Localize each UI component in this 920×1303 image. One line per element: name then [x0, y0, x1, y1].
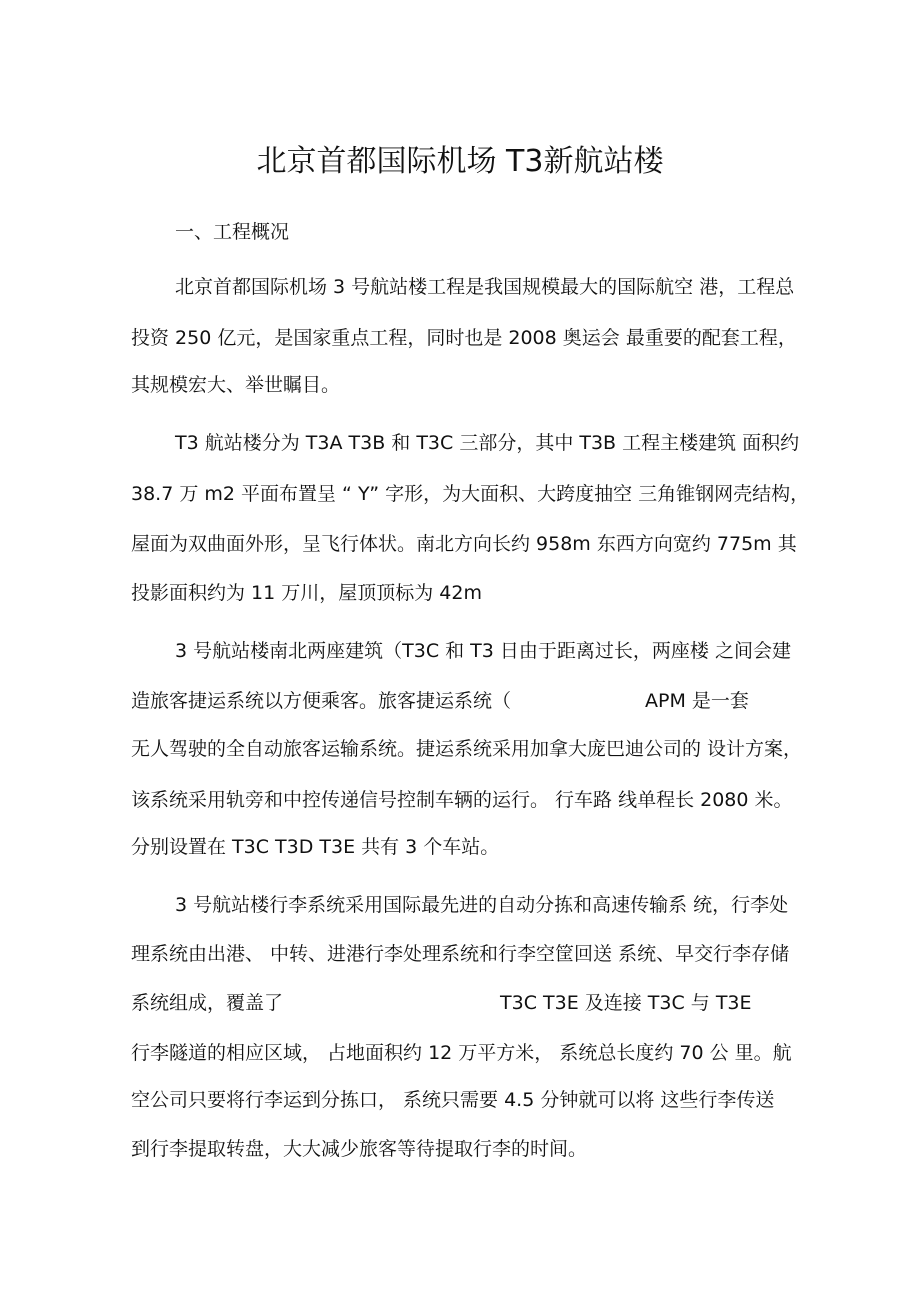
paragraph-line: 造旅客捷运系统以方便乘客。旅客捷运系统（ — [131, 690, 512, 712]
paragraph-line: 3 号航站楼行李系统采用国际最先进的自动分拣和高速传输系 统，行李处 — [175, 894, 789, 916]
page-title: 北京首都国际机场 T3新航站楼 — [256, 144, 664, 179]
paragraph-line: 北京首都国际机场 3 号航站楼工程是我国规模最大的国际航空 港，工程总 — [175, 276, 795, 298]
paragraph-line: 投资 250 亿元，是国家重点工程，同时也是 2008 奥运会 最重要的配套工程， — [131, 327, 797, 349]
paragraph-line: 系统组成，覆盖了 — [131, 992, 284, 1014]
paragraph-line: 分别设置在 T3C T3D T3E 共有 3 个车站。 — [131, 836, 500, 858]
paragraph-line: 到行李提取转盘，大大减少旅客等待提取行李的时间。 — [131, 1138, 588, 1160]
paragraph-line: 理系统由出港、 中转、进港行李处理系统和行李空筐回送 系统、早交行李存储 — [131, 943, 790, 965]
paragraph-line: T3 航站楼分为 T3A T3B 和 T3C 三部分，其中 T3B 工程主楼建筑 面积约 — [175, 432, 800, 454]
section-heading: 一、工程概况 — [175, 221, 290, 243]
paragraph-line: 3 号航站楼南北两座建筑（T3C 和 T3 日由于距离过长，两座楼 之间会建 — [175, 640, 791, 662]
paragraph-line: 行李隧道的相应区域， 占地面积约 12 万平方米， 系统总长度约 70 公 里。航 — [131, 1042, 792, 1064]
paragraph-line: 空公司只要将行李运到分拣口， 系统只需要 4.5 分钟就可以将 这些行李传送 — [131, 1089, 775, 1111]
paragraph-line: 38.7 万 m2 平面布置呈 “ Y” 字形，为大面积、大跨度抽空 三角锥钢网壳结构， — [131, 483, 810, 505]
paragraph-line: 该系统采用轨旁和中控传递信号控制车辆的运行。 行车路 线单程长 2080 米。 — [131, 789, 793, 811]
paragraph-line: 投影面积约为 11 万川，屋顶顶标为 42m — [131, 582, 482, 604]
paragraph-line: APM 是一套 — [645, 690, 749, 712]
paragraph-line: T3C T3E 及连接 T3C 与 T3E — [500, 992, 752, 1014]
paragraph-line: 无人驾驶的全自动旅客运输系统。捷运系统采用加拿大庞巴迪公司的 设计方案， — [131, 738, 803, 760]
paragraph-line: 其规模宏大、举世瞩目。 — [131, 374, 341, 396]
paragraph-line: 屋面为双曲面外形，呈飞行体状。南北方向长约 958m 东西方向宽约 775m 其 — [131, 533, 797, 555]
